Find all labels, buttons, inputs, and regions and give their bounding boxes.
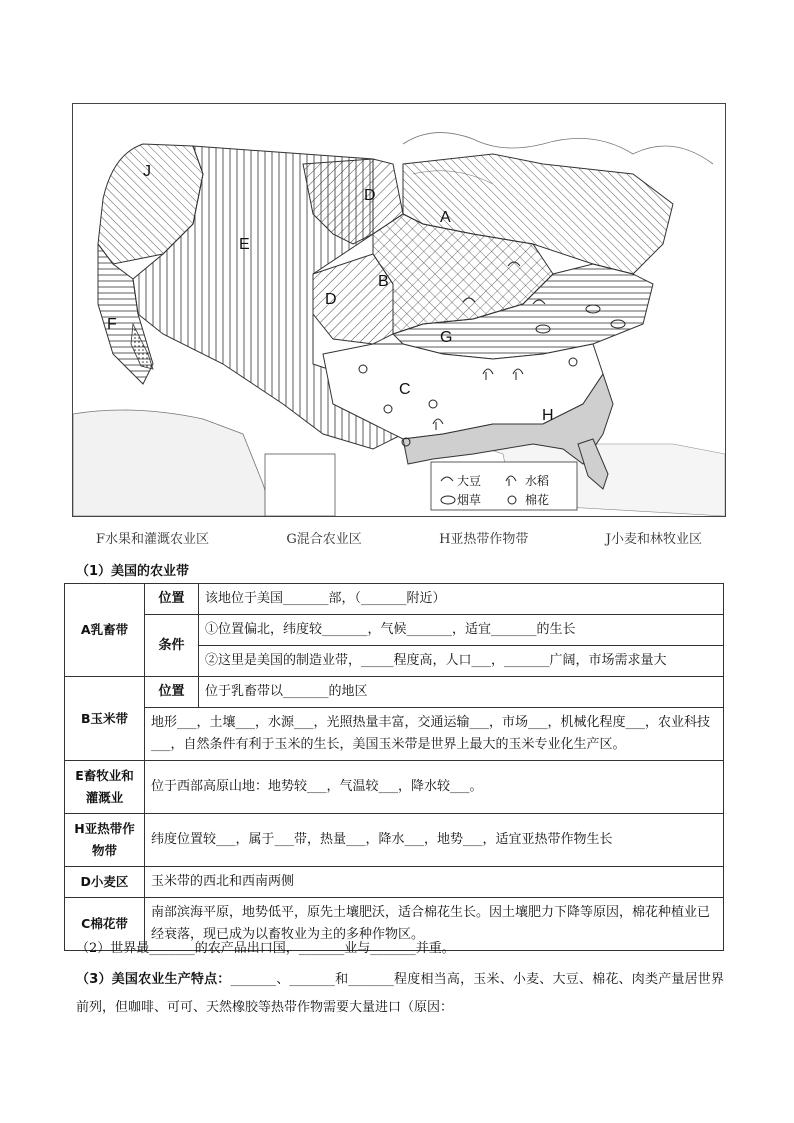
belt-a-condition-1: ①位置偏北，纬度较_______，气候_______，适宜_______的生长 [199, 615, 724, 646]
belt-e-text: 位于西部高原山地：地势较___，气温较___，降水较___。 [145, 761, 724, 814]
legend-cotton: 棉花 [525, 493, 550, 507]
belt-a-name: A乳畜带 [65, 584, 145, 677]
region-label-a: A [440, 209, 451, 226]
question-3-text: _______、_______和_______程度相当高，玉米、小麦、大豆、棉花、肉类产量居世界前列，但咖啡、可可、天然橡胶等热带作物需要大量进口（原因： [76, 972, 724, 1015]
region-label-g: G [440, 329, 453, 346]
region-label-d-north: D [364, 187, 376, 204]
question-3 [76, 966, 724, 1022]
belt-b-pos-label: 位置 [145, 677, 199, 708]
belt-b-name: B玉米带 [65, 677, 145, 761]
section-title: （1）美国的农业带 [76, 564, 190, 579]
belt-a-pos-label: 位置 [145, 584, 199, 615]
region-label-j: J [143, 163, 151, 180]
belt-c-name: C棉花带 [65, 898, 145, 951]
legend-soybean: 大豆 [457, 474, 482, 488]
belt-h-text: 纬度位置较___，属于___带，热量___，降水___，地势___，适宜亚热带作物生长 [145, 814, 724, 867]
question-2: （2）世界最_______的农产品出口国，_______业与_______并重。 [76, 941, 455, 956]
map-caption [72, 528, 726, 547]
agriculture-belt-table [64, 583, 724, 951]
belt-b-conditions: 地形___，土壤___，水源___，光照热量丰富，交通运输___，市场___，机械化程度___，农业科技___，自然条件有利于玉米的生长，美国玉米带是世界上最大的玉米专业化生产区。 [145, 708, 724, 761]
question-3-lead: （3）美国农业生产特点： [76, 972, 231, 987]
belt-d-text: 玉米带的西北和西南两侧 [145, 867, 724, 898]
belt-a-cond-label: 条件 [145, 615, 199, 677]
caption-j: J小麦和林牧业区 [605, 532, 702, 547]
caption-f: F水果和灌溉农业区 [96, 532, 210, 547]
belt-c-text: 南部滨海平原，地势低平，原先土壤肥沃，适合棉花生长。因土壤肥力下降等原因，棉花种植业已经衰落，现已成为以畜牧业为主的多种作物区。 [145, 898, 724, 951]
caption-g: G混合农业区 [286, 532, 362, 547]
belt-a-position: 该地位于美国_______部，（_______附近） [199, 584, 724, 615]
region-label-h: H [542, 407, 554, 424]
legend-tobacco: 烟草 [457, 493, 482, 507]
caption-h: H亚热带作物带 [439, 532, 529, 547]
belt-d-name: D小麦区 [65, 867, 145, 898]
region-label-c: C [399, 381, 411, 398]
belt-a-condition-2: ②这里是美国的制造业带，_____程度高，人口___，_______广阔，市场需求量大 [199, 646, 724, 677]
region-label-e: E [239, 236, 250, 253]
legend-rice: 水稻 [525, 474, 550, 488]
region-label-b: B [378, 273, 389, 290]
region-label-d-south: D [325, 291, 337, 308]
region-label-f: F [107, 316, 117, 333]
agriculture-map [72, 103, 726, 517]
belt-e-name: E畜牧业和灌溉业 [65, 761, 145, 814]
belt-h-name: H亚热带作物带 [65, 814, 145, 867]
belt-b-position: 位于乳畜带以_______的地区 [199, 677, 724, 708]
